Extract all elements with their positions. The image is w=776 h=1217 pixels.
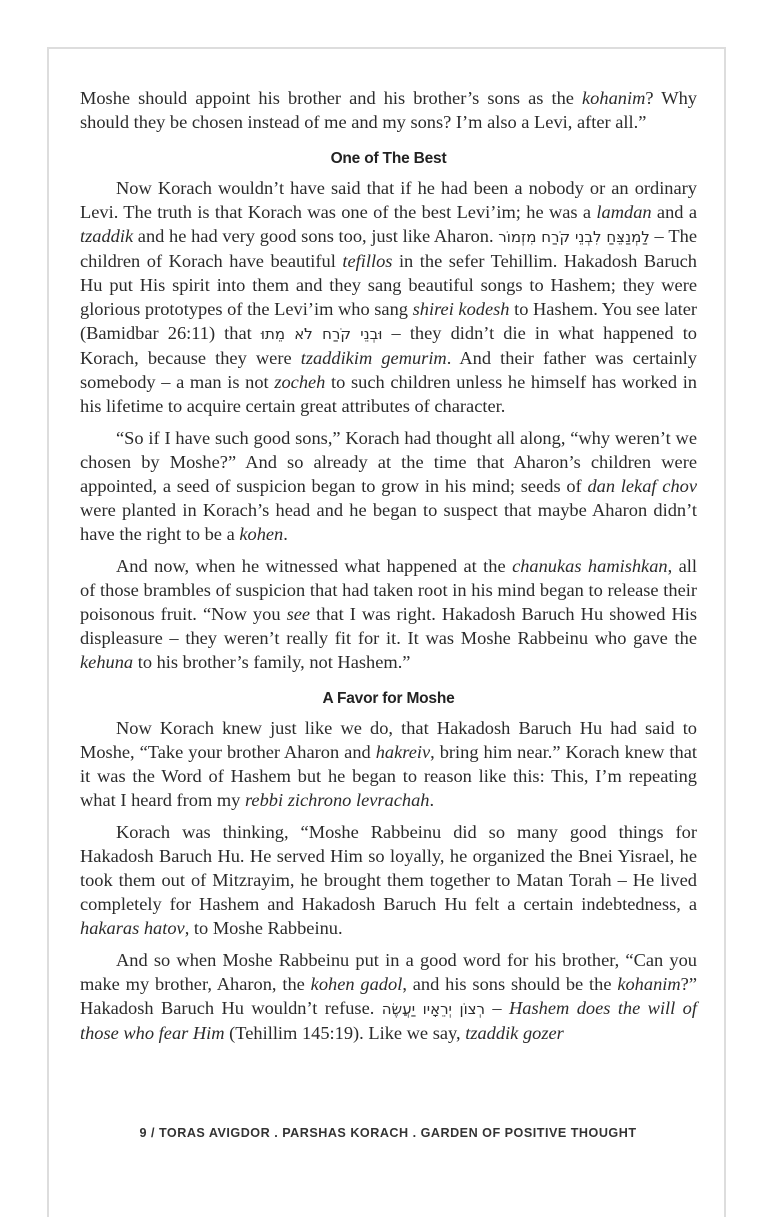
italic-term: kohanim xyxy=(617,974,681,994)
italic-term: shirei kodesh xyxy=(412,299,510,319)
hebrew-quote: וּבְנֵי קֹרַח לֹא מֵתוּ xyxy=(260,325,383,343)
text-run: (Tehillim 145:19). Like we say, xyxy=(224,1023,466,1043)
paragraph-korach-best-levi xyxy=(80,176,697,418)
paragraph-intro xyxy=(80,86,697,134)
text-run: – they didn’t die in what happened to Korach, because they were xyxy=(80,323,697,368)
text-run: Now Korach knew just like we do, that Hakadosh Baruch Hu had said to Moshe, “Take your brother Aharon and xyxy=(80,718,697,762)
paragraph-korach-knew xyxy=(80,716,697,812)
text-run: “So if I have such good sons,” Korach had thought all along, “why weren’t we chosen by Moshe?” And so already at the time that Aharon’s children were appointed, a seed of suspicion began to grow in his mind; seeds of xyxy=(80,428,697,496)
text-run: Korach was thinking, “Moshe Rabbeinu did so many good things for Hakadosh Baruch Hu. He served Him so loyally, he organized the Bnei Yisrael, he took them out of Mitzrayim, he brought them together to Matan Torah – He lived completely for Hashem and Hakadosh Baruch Hu felt a certain indebtedness, a xyxy=(80,822,697,914)
italic-term: Hashem does the will of those who fear Him xyxy=(80,998,697,1043)
italic-term: kohen gadol xyxy=(310,974,403,994)
italic-term: lamdan xyxy=(596,202,652,222)
hebrew-quote: רְצוֹן יְרֵאָיו יַעֲשֶׂה xyxy=(381,1000,486,1018)
text-run: – The children of Korach have beautiful xyxy=(80,226,697,271)
italic-term: rebbi zichrono levrachah xyxy=(244,790,430,810)
italic-term: hakaras hatov xyxy=(80,918,185,938)
paragraph-chanukas-hamishkan xyxy=(80,554,697,674)
italic-term: dan lekaf chov xyxy=(587,476,697,496)
text-run: And so when Moshe Rabbeinu put in a good word for his brother, “Can you make my brother, Aharon, the xyxy=(80,950,697,994)
italic-term: kehuna xyxy=(80,652,134,672)
text-run: . xyxy=(283,524,288,544)
text-run: Moshe should appoint his brother and his brother’s sons as the xyxy=(80,88,583,108)
paragraph-good-sons xyxy=(80,426,697,546)
text-run: . And their father was certainly somebody – a man is not xyxy=(80,348,697,392)
italic-term: kohanim xyxy=(582,88,646,108)
text-run: Now Korach wouldn’t have said that if he had been a nobody or an ordinary Levi. The truth is that Korach was one of the best Levi’im; he was a xyxy=(80,178,697,222)
text-run: And now, when he witnessed what happened at the xyxy=(116,556,513,576)
text-run: to Hashem. You see later (Bamidbar 26:11) that xyxy=(80,299,698,343)
page-footer: 9 / TORAS AVIGDOR . PARSHAS KORACH . GARDEN OF POSITIVE THOUGHT xyxy=(139,1126,637,1140)
italic-term: tzaddik xyxy=(80,226,134,246)
italic-term: kohen xyxy=(239,524,284,544)
text-run: , to Moshe Rabbeinu. xyxy=(184,918,343,938)
italic-term: see xyxy=(286,604,311,624)
italic-term: zocheh xyxy=(274,372,326,392)
italic-term: chanukas hamishkan xyxy=(512,556,668,576)
italic-term: tzaddikim gemurim xyxy=(300,348,447,368)
text-run: and a xyxy=(651,202,697,222)
text-run: that I was right. Hakadosh Baruch Hu showed His displeasure – they weren’t really fit for it. It was Moshe Rabbeinu who gave the xyxy=(80,604,697,648)
italic-term: tefillos xyxy=(342,251,393,271)
text-run: , all of those brambles of suspicion that had taken root in his mind began to release their poisonous fruit. “Now you xyxy=(80,556,698,624)
text-run: to his brother’s family, not Hashem.” xyxy=(133,652,411,672)
text-run: ? Why should they be chosen instead of me and my sons? I’m also a Levi, after all.” xyxy=(80,88,697,132)
text-run: . xyxy=(429,790,435,810)
hebrew-quote: לַמְנַצֵּחַ לִבְנֵי קֹרַח מִזְמוֹר xyxy=(498,228,650,246)
section-heading-a-favor-for-moshe: A Favor for Moshe xyxy=(322,690,455,707)
section-heading-one-of-the-best: One of The Best xyxy=(330,150,447,167)
italic-term: hakreiv xyxy=(375,742,431,762)
page-content xyxy=(80,86,697,1053)
text-run: ?” Hakadosh Baruch Hu wouldn’t refuse. xyxy=(80,974,697,1018)
text-run: , and his sons should be the xyxy=(402,974,618,994)
paragraph-korach-thinking xyxy=(80,820,697,940)
text-run: , bring him near.” Korach knew that it was the Word of Hashem but he began to reason like this: This, I’m repeating what I heard from my xyxy=(80,742,697,810)
text-run: to such children unless he himself has worked in his lifetime to acquire certain great attributes of character. xyxy=(80,372,697,416)
text-run: – xyxy=(485,998,510,1018)
italic-term: tzaddik gozer xyxy=(465,1023,564,1043)
text-run: were planted in Korach’s head and he began to suspect that maybe Aharon didn’t have the right to be a xyxy=(80,500,697,544)
text-run: and he had very good sons too, just like Aharon. xyxy=(133,226,499,246)
text-run: in the sefer Tehillim. Hakadosh Baruch Hu put His spirit into them and they sang beautiful songs to Hashem; they were glorious prototypes of the Levi’im who sang xyxy=(80,251,697,319)
paragraph-good-word xyxy=(80,948,697,1045)
